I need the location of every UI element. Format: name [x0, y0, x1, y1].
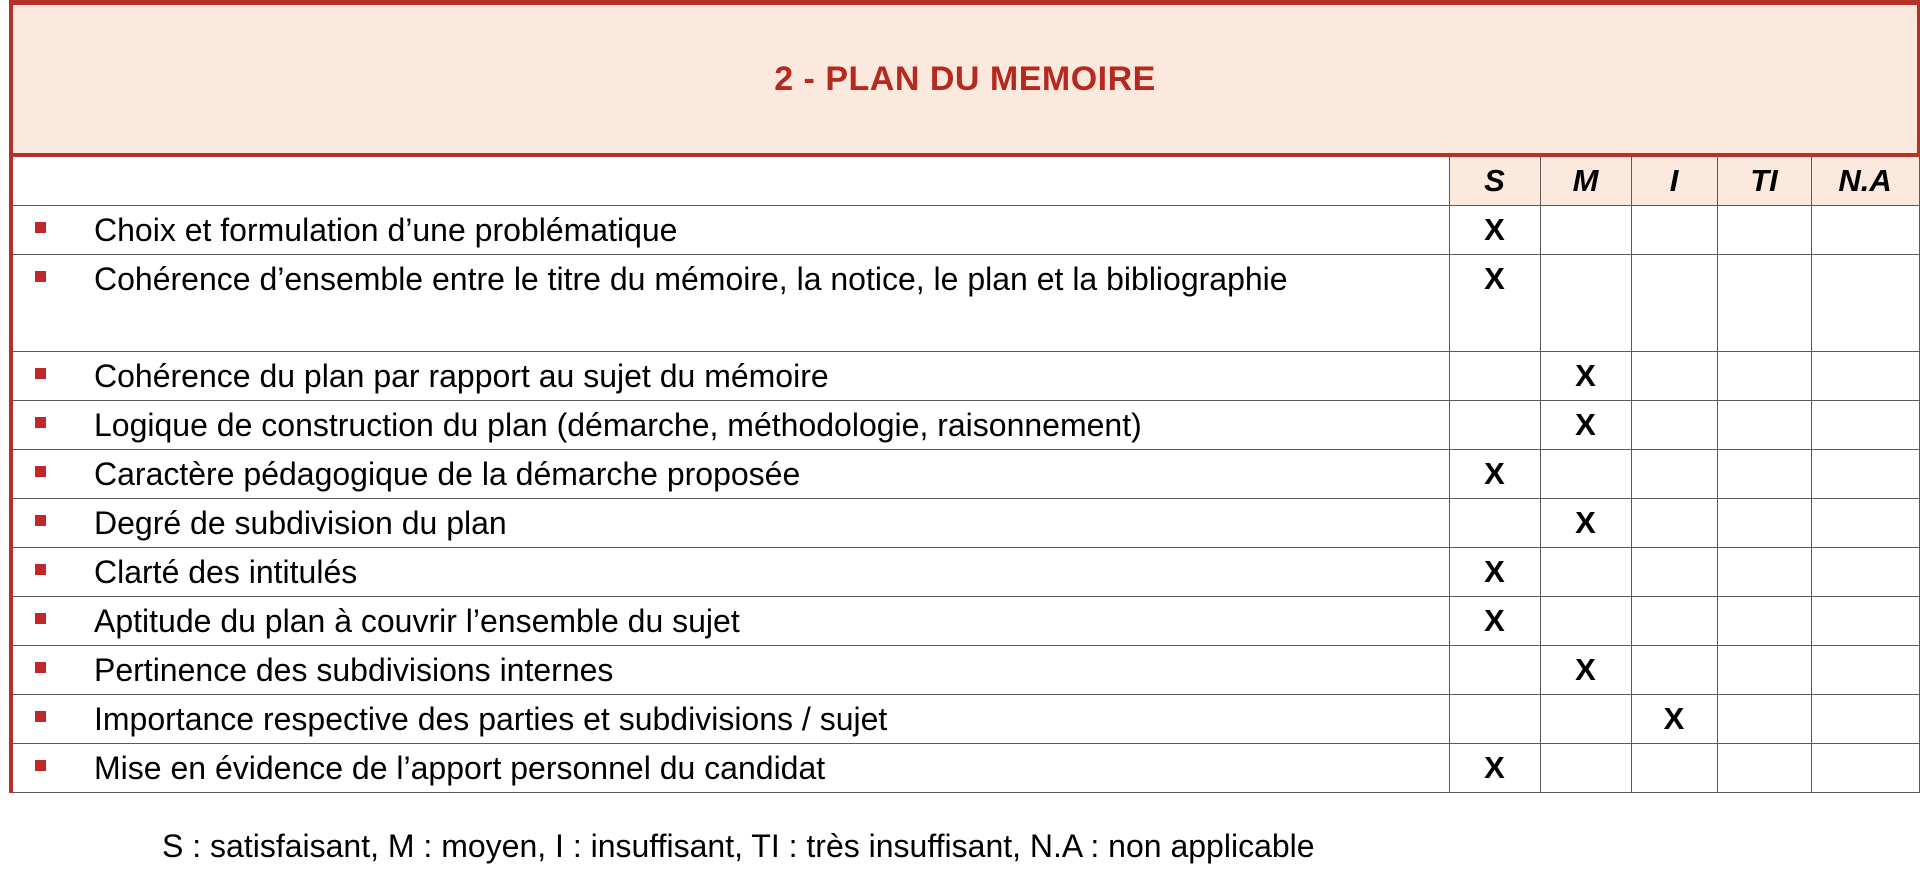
criterion-cell — [11, 597, 1449, 646]
mark-cell-ti — [1717, 450, 1811, 499]
mark-cell-m: X — [1540, 352, 1631, 401]
mark-cell-s: X — [1449, 255, 1540, 352]
mark-cell-m — [1540, 548, 1631, 597]
mark-cell-ti — [1717, 499, 1811, 548]
mark-cell-s: X — [1449, 450, 1540, 499]
criteria-list — [11, 206, 1919, 793]
mark-cell-ti — [1717, 744, 1811, 793]
column-header-row — [11, 155, 1919, 206]
table-row — [11, 744, 1919, 793]
criterion-label: Logique de construction du plan (démarche, méthodologie, raisonnement) — [94, 407, 1142, 443]
mark-cell-s — [1449, 499, 1540, 548]
criterion-label: Caractère pédagogique de la démarche proposée — [94, 456, 801, 492]
mark-cell-s: X — [1449, 597, 1540, 646]
mark-cell-na — [1811, 352, 1919, 401]
criterion-cell — [11, 401, 1449, 450]
square-bullet-icon — [35, 466, 46, 477]
criterion-cell — [11, 646, 1449, 695]
mark-cell-i — [1631, 744, 1717, 793]
mark-cell-i — [1631, 450, 1717, 499]
square-bullet-icon — [35, 613, 46, 624]
criterion-cell — [11, 450, 1449, 499]
criteria-header-blank — [11, 155, 1449, 206]
criterion-cell — [11, 744, 1449, 793]
mark-cell-i — [1631, 548, 1717, 597]
mark-cell-m — [1540, 744, 1631, 793]
mark-cell-i — [1631, 352, 1717, 401]
mark-cell-ti — [1717, 206, 1811, 255]
column-header-m: M — [1540, 155, 1631, 206]
column-header-s: S — [1449, 155, 1540, 206]
table-row — [11, 255, 1919, 352]
criterion-label: Importance respective des parties et subdivisions / sujet — [94, 701, 888, 737]
mark-cell-na — [1811, 499, 1919, 548]
criterion-label: Aptitude du plan à couvrir l’ensemble du sujet — [94, 603, 740, 639]
mark-cell-m — [1540, 206, 1631, 255]
mark-cell-ti — [1717, 646, 1811, 695]
square-bullet-icon — [35, 222, 46, 233]
mark-cell-na — [1811, 450, 1919, 499]
table-row — [11, 646, 1919, 695]
table-row — [11, 401, 1919, 450]
mark-cell-s — [1449, 695, 1540, 744]
mark-cell-i — [1631, 401, 1717, 450]
square-bullet-icon — [35, 515, 46, 526]
criterion-cell — [11, 548, 1449, 597]
criterion-label: Pertinence des subdivisions internes — [94, 652, 614, 688]
mark-cell-m — [1540, 450, 1631, 499]
square-bullet-icon — [35, 368, 46, 379]
mark-cell-ti — [1717, 548, 1811, 597]
table-row — [11, 597, 1919, 646]
criterion-cell — [11, 352, 1449, 401]
table-row — [11, 695, 1919, 744]
mark-cell-na — [1811, 255, 1919, 352]
mark-cell-s — [1449, 401, 1540, 450]
criterion-label: Choix et formulation d’une problématique — [94, 212, 678, 248]
square-bullet-icon — [35, 271, 46, 282]
table-row — [11, 499, 1919, 548]
mark-cell-ti — [1717, 597, 1811, 646]
criterion-cell — [11, 206, 1449, 255]
mark-cell-s — [1449, 352, 1540, 401]
mark-cell-i — [1631, 499, 1717, 548]
criterion-label: Degré de subdivision du plan — [94, 505, 507, 541]
criterion-label: Cohérence d’ensemble entre le titre du mémoire, la notice, le plan et la bibliographie — [94, 261, 1288, 297]
mark-cell-ti — [1717, 352, 1811, 401]
mark-cell-i: X — [1631, 695, 1717, 744]
square-bullet-icon — [35, 417, 46, 428]
square-bullet-icon — [35, 564, 46, 575]
mark-cell-ti — [1717, 695, 1811, 744]
mark-cell-ti — [1717, 255, 1811, 352]
mark-cell-na — [1811, 401, 1919, 450]
criterion-cell — [11, 499, 1449, 548]
criterion-label: Mise en évidence de l’apport personnel du candidat — [94, 750, 826, 786]
mark-cell-i — [1631, 597, 1717, 646]
mark-cell-i — [1631, 206, 1717, 255]
criterion-label: Cohérence du plan par rapport au sujet du mémoire — [94, 358, 829, 394]
table-row — [11, 352, 1919, 401]
mark-cell-i — [1631, 646, 1717, 695]
criterion-label: Clarté des intitulés — [94, 554, 358, 590]
mark-cell-m — [1540, 597, 1631, 646]
mark-cell-ti — [1717, 401, 1811, 450]
mark-cell-m: X — [1540, 499, 1631, 548]
square-bullet-icon — [35, 760, 46, 771]
mark-cell-m: X — [1540, 401, 1631, 450]
section-title: 2 - PLAN DU MEMOIRE — [11, 3, 1919, 156]
mark-cell-na — [1811, 548, 1919, 597]
mark-cell-s — [1449, 646, 1540, 695]
mark-cell-s: X — [1449, 548, 1540, 597]
mark-cell-m — [1540, 255, 1631, 352]
mark-cell-na — [1811, 597, 1919, 646]
evaluation-table — [9, 0, 1920, 793]
mark-cell-na — [1811, 695, 1919, 744]
mark-cell-m — [1540, 695, 1631, 744]
square-bullet-icon — [35, 711, 46, 722]
table-row — [11, 206, 1919, 255]
table-row — [11, 450, 1919, 499]
criterion-cell — [11, 695, 1449, 744]
mark-cell-m: X — [1540, 646, 1631, 695]
column-header-i: I — [1631, 155, 1717, 206]
criterion-cell — [11, 255, 1449, 352]
legend-text: S : satisfaisant, M : moyen, I : insuffisant, TI : très insuffisant, N.A : non applicable — [162, 828, 1315, 864]
mark-cell-s: X — [1449, 744, 1540, 793]
mark-cell-na — [1811, 646, 1919, 695]
square-bullet-icon — [35, 662, 46, 673]
column-header-na: N.A — [1811, 155, 1919, 206]
table-row — [11, 548, 1919, 597]
mark-cell-na — [1811, 744, 1919, 793]
mark-cell-i — [1631, 255, 1717, 352]
column-header-ti: TI — [1717, 155, 1811, 206]
mark-cell-s: X — [1449, 206, 1540, 255]
mark-cell-na — [1811, 206, 1919, 255]
